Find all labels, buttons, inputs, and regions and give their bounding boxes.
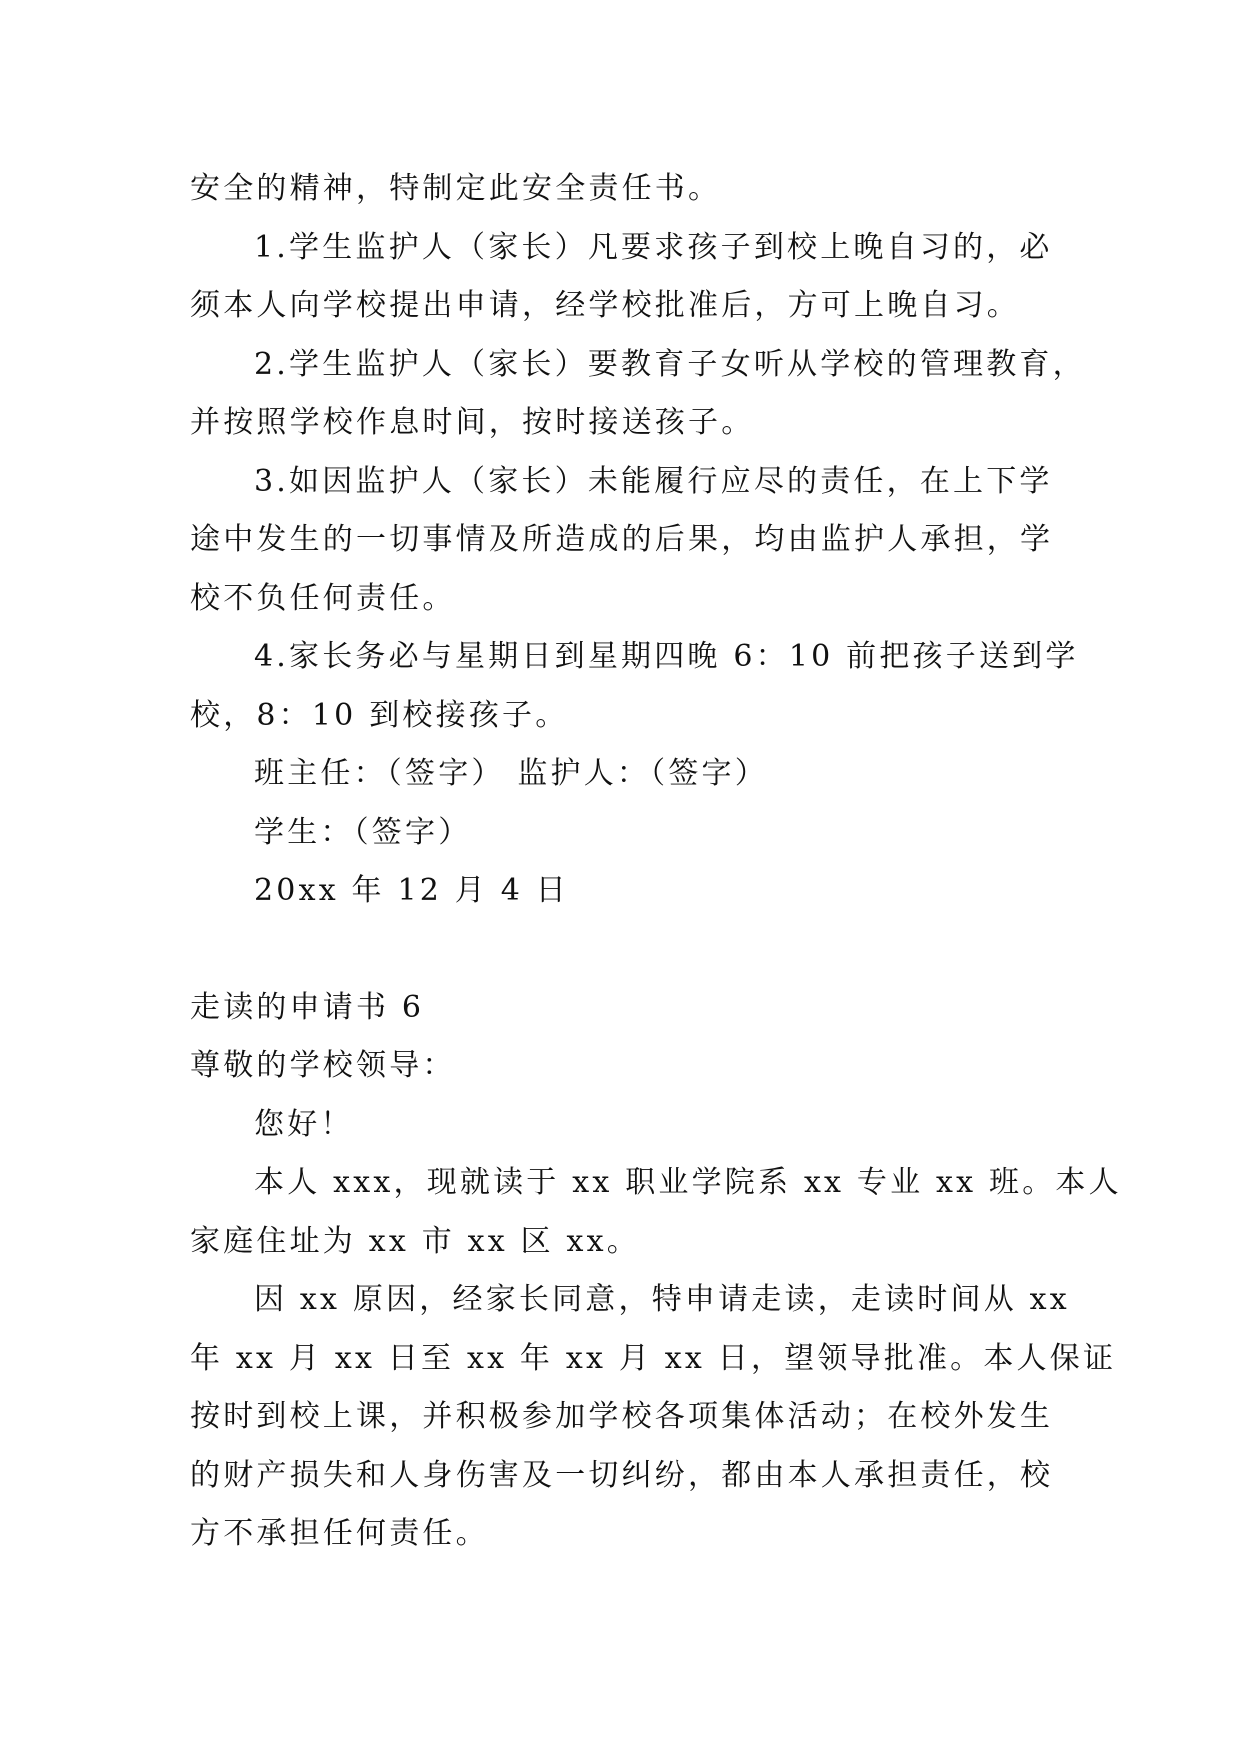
paragraph2-line: 按时到校上课，并积极参加学校各项集体活动；在校外发生 <box>190 1399 1054 1434</box>
item3-line: 途中发生的一切事情及所造成的后果，均由监护人承担，学 <box>190 522 1054 557</box>
signature-teacher-guardian: 班主任：（签字） 监护人：（签字） <box>254 756 768 791</box>
paragraph2-line: 的财产损失和人身伤害及一切纠纷，都由本人承担责任，校 <box>190 1457 1054 1493</box>
section-title: 走读的申请书 6 <box>190 989 425 1025</box>
paragraph2-line: 年 xx 月 xx 日至 xx 年 xx 月 xx 日，望领导批准。本人保证 <box>190 1340 1117 1376</box>
item3-line: 3.如因监护人（家长）未能履行应尽的责任，在上下学 <box>254 463 1053 499</box>
item4-line: 4.家长务必与星期日到星期四晚 6：10 前把孩子送到学 <box>254 639 1079 674</box>
item4-line: 校，8：10 到校接孩子。 <box>190 697 569 733</box>
section-gap <box>190 921 1052 979</box>
item2-line: 并按照学校作息时间，按时接送孩子。 <box>190 405 755 440</box>
paragraph2-line: 因 xx 原因，经家长同意，特申请走读，走读时间从 xx <box>254 1282 1070 1317</box>
item1-line: 须本人向学校提出申请，经学校批准后，方可上晚自习。 <box>190 288 1020 323</box>
item3-line: 校不负任何责任。 <box>190 580 456 616</box>
salutation: 尊敬的学校领导： <box>190 1048 456 1083</box>
paragraph1-line: 本人 xxx，现就读于 xx 职业学院系 xx 专业 xx 班。本人 <box>254 1165 1122 1200</box>
item1-line: 1.学生监护人（家长）凡要求孩子到校上晚自习的，必 <box>254 229 1053 265</box>
signature-student: 学生：（签字） <box>254 814 472 850</box>
document-date: 20xx 年 12 月 4 日 <box>254 873 569 908</box>
document-page <box>190 160 1122 1564</box>
greeting: 您好！ <box>254 1106 354 1142</box>
intro-tail-line: 安全的精神，特制定此安全责任书。 <box>190 171 722 206</box>
paragraph1-line: 家庭住址为 xx 市 xx 区 xx。 <box>190 1223 640 1259</box>
item2-line: 2.学生监护人（家长）要教育子女听从学校的管理教育， <box>254 346 1086 382</box>
paragraph2-line: 方不承担任何责任。 <box>190 1516 489 1551</box>
